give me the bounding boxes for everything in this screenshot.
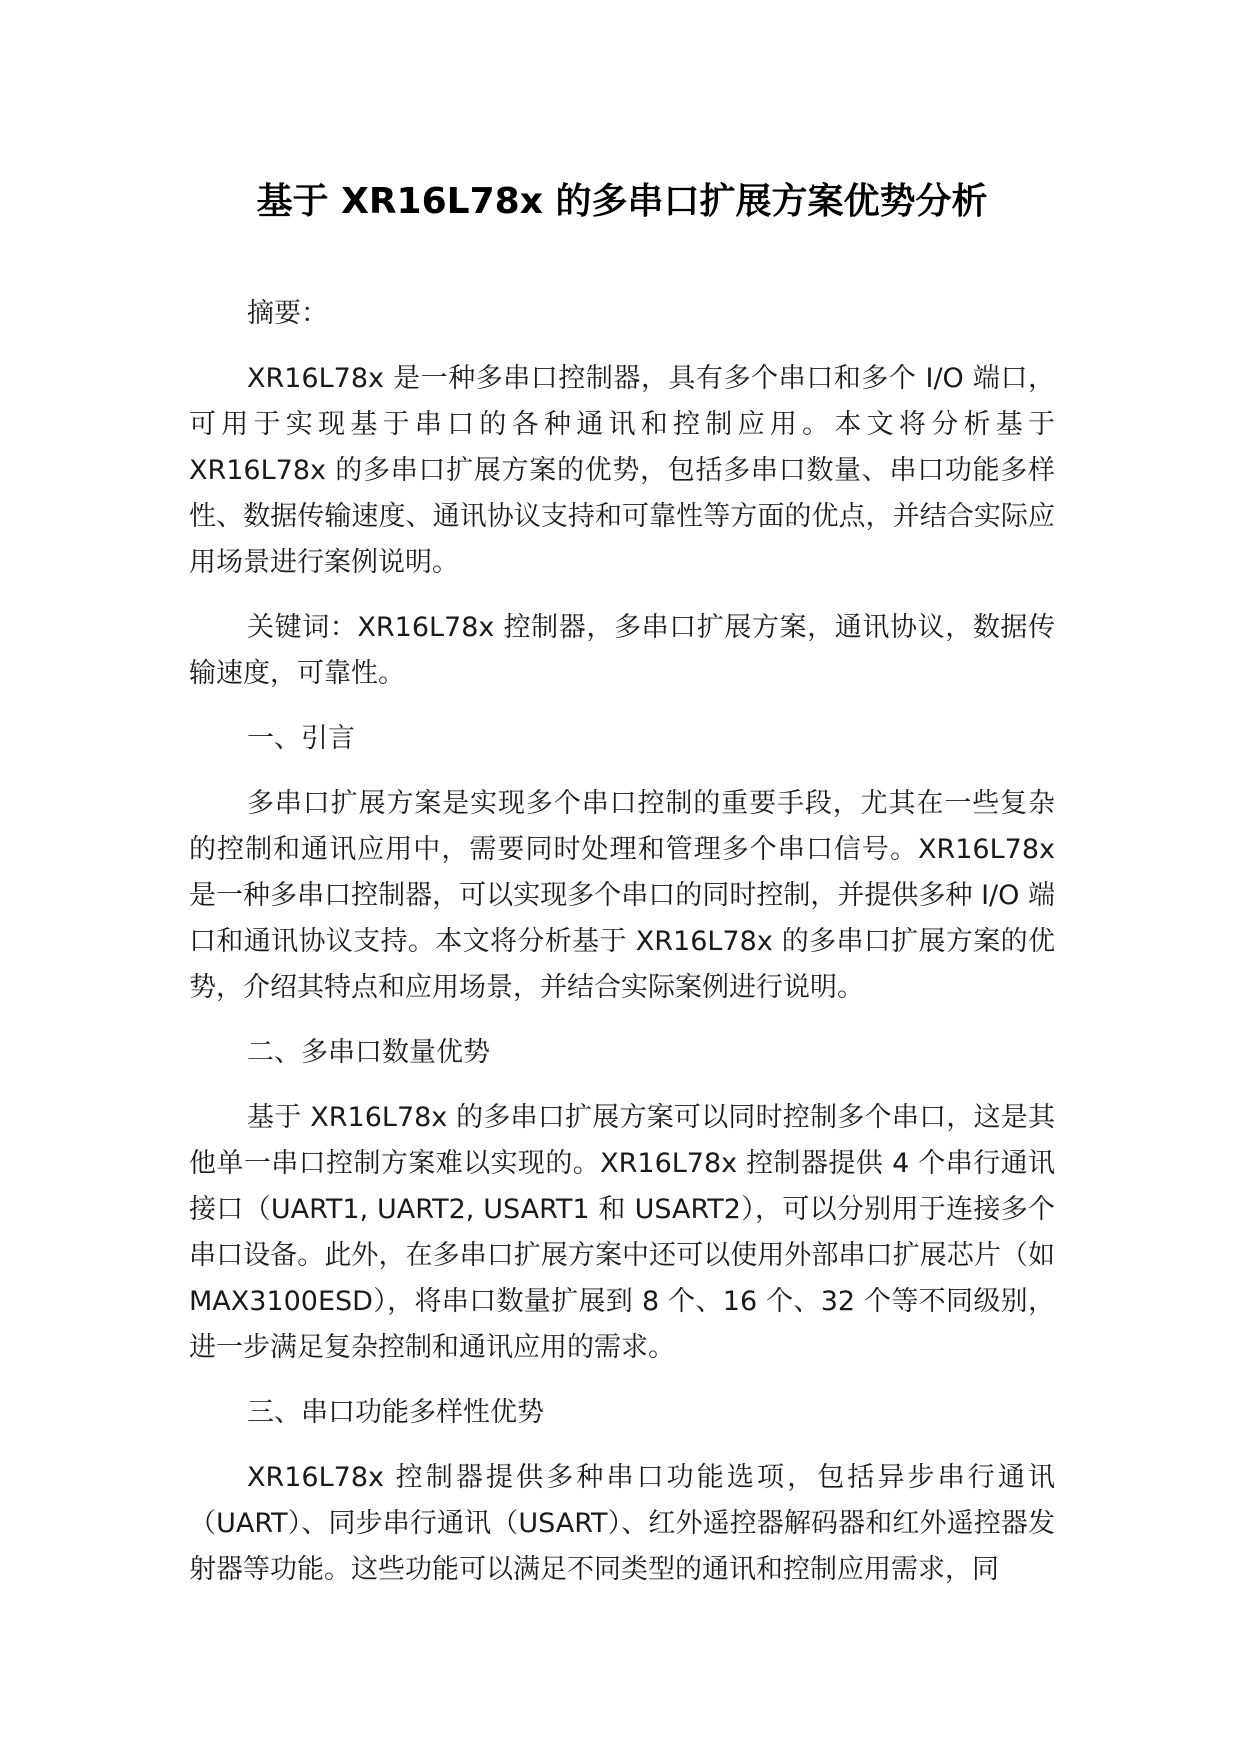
abstract-paragraph: XR16L78x 是一种多串口控制器，具有多个串口和多个 I/O 端口，可用于实现基于串口的各种通讯和控制应用。本文将分析基于 XR16L78x 的多串口扩展方案的优势，包括多串口数量、串口功能多样性、数据传输速度、通讯协议支持和可靠性等方面的优点，并结合实际应用场景进行案例说明。	[189, 363, 1055, 578]
introduction-paragraph: 多串口扩展方案是实现多个串口控制的重要手段，尤其在一些复杂的控制和通讯应用中，需要同时处理和管理多个串口信号。XR16L78x 是一种多串口控制器，可以实现多个串口的同时控制，并提供多种 I/O 端口和通讯协议支持。本文将分析基于 XR16L78x 的多串口扩展方案的优势，介绍其特点和应用场景，并结合实际案例进行说明。	[189, 788, 1055, 1003]
section-heading-port-functions: 三、串口功能多样性优势	[247, 1397, 544, 1428]
keywords-paragraph: 关键词：XR16L78x 控制器，多串口扩展方案，通讯协议，数据传输速度，可靠性。	[189, 612, 1055, 689]
section-heading-port-count: 二、多串口数量优势	[247, 1037, 490, 1068]
port-count-paragraph: 基于 XR16L78x 的多串口扩展方案可以同时控制多个串口，这是其他单一串口控制方案难以实现的。XR16L78x 控制器提供 4 个串行通讯接口（UART1, UART2, USART1 和 USART2），可以分别用于连接多个串口设备。此外，在多串口扩展方案中还可以使用外部串口扩展芯片（如MAX3100ESD），将串口数量扩展到 8 个、16 个、32 个等不同级别，进一步满足复杂控制和通讯应用的需求。	[189, 1102, 1055, 1363]
section-heading-introduction: 一、引言	[247, 723, 355, 754]
port-functions-paragraph: XR16L78x 控制器提供多种串口功能选项，包括异步串行通讯（UART）、同步串行通讯（USART）、红外遥控器解码器和红外遥控器发射器等功能。这些功能可以满足不同类型的通讯和控制应用需求，同	[189, 1462, 1055, 1585]
document-title: 基于 XR16L78x 的多串口扩展方案优势分析	[256, 181, 988, 222]
abstract-heading: 摘要：	[247, 298, 328, 329]
document-body	[189, 291, 1055, 1612]
